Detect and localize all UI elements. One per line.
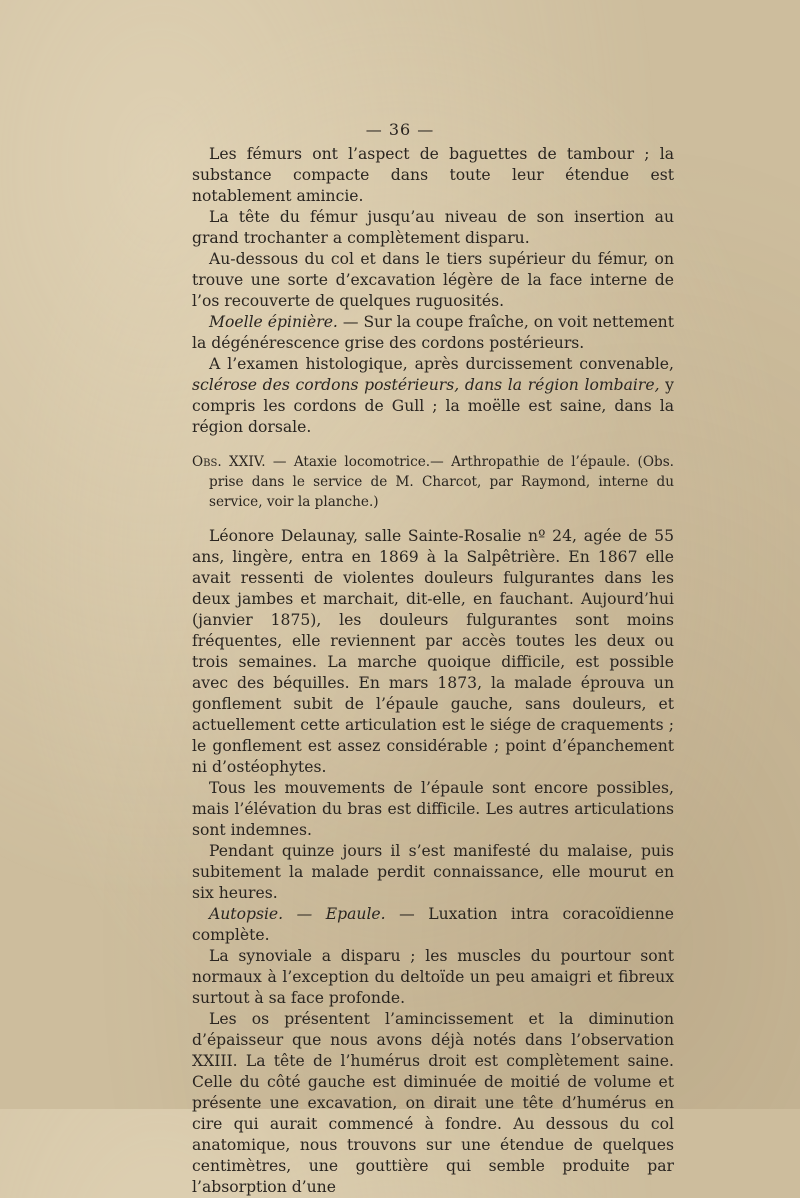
observation-text: — Ataxie locomotrice.— Arthropathie de l’épaule. (Obs. prise dans le service de M. Charcot, par Raymond, interne du service, voir la planche.) <box>209 454 674 510</box>
paragraph-text: — Luxation intra coracoïdienne complète. <box>192 905 674 944</box>
paragraph-text: Léonore Delaunay, salle Sainte-Rosalie nº 24, agée de 55 ans, lingère, entra en 1869 à la Salpêtrière. En 1867 elle avait ressenti de violentes douleurs fulgurantes dans les deux jambes et marchait, dit-elle, en fauchant. Aujourd’hui (janvier 1875), les douleurs fulgurantes sont moins fréquentes, elle reviennent par accès toutes les deux ou trois semaines. La marche quoique difficile, est possible avec des béquilles. En mars 1873, la malade éprouva un gonflement subit de l’épaule gauche, sans douleurs, et actuellement cette articulation est le siége de craquements ; le gonflement est assez considérable ; point d’épanchement ni d’ostéophytes. <box>192 527 674 776</box>
paragraph-text: Tous les mouvements de l’épaule sont encore possibles, mais l’élévation du bras est difficile. Les autres articulations sont indemnes. <box>192 779 674 839</box>
paragraph <box>192 778 674 841</box>
paragraph <box>192 1009 674 1198</box>
section-lead: Autopsie. — Epaule. <box>209 905 386 923</box>
paragraph <box>192 207 674 249</box>
paragraph <box>192 526 674 778</box>
paragraph-text: A l’examen histologique, après durcissement convenable, <box>209 355 674 373</box>
paragraph <box>192 354 674 438</box>
paragraph-text: La tête du fémur jusqu’au niveau de son insertion au grand trochanter a complètement disparu. <box>192 208 674 247</box>
body-text <box>192 144 674 1198</box>
section-lead: Moelle épinière. <box>209 313 338 331</box>
paragraph-text: Au-dessous du col et dans le tiers supérieur du fémur, on trouve une sorte d’excavation légère de la face interne de l’os recouverte de quelques ruguosités. <box>192 250 674 310</box>
paragraph-text: y compris les cordons de Gull ; la moëlle est saine, dans la région dorsale. <box>192 376 674 436</box>
paragraph-text: — Sur la coupe fraîche, on voit nettement la dégénérescence grise des cordons postérieurs. <box>192 313 674 352</box>
page-number: — 36 — <box>365 120 435 139</box>
paragraph-text: La synoviale a disparu ; les muscles du pourtour sont normaux à l’exception du deltoïde un peu amaigri et fibreux surtout à sa face profonde. <box>192 947 674 1007</box>
paragraph-text: Les os présentent l’amincissement et la diminution d’épaisseur que nous avons déjà notés dans l’observation XXIII. La tête de l’humérus droit est complètement saine. Celle du côté gauche est diminuée de moitié de volume et présente une excavation, on dirait une tête d’humérus en cire qui aurait commencé à fondre. Au dessous du col anatomique, nous trouvons sur une étendue de quelques centimètres, une gouttière qui semble produite par l’absorption d’une <box>192 1010 674 1196</box>
paragraph <box>192 904 674 946</box>
paragraph-text: Pendant quinze jours il s’est manifesté du malaise, puis subitement la malade perdit connaissance, elle mourut en six heures. <box>192 842 674 902</box>
paragraph-text: Les fémurs ont l’aspect de baguettes de tambour ; la substance compacte dans toute leur étendue est notablement amincie. <box>192 145 674 205</box>
paragraph <box>192 841 674 904</box>
observation-heading <box>192 452 674 512</box>
observation-label: Obs. XXIV. <box>192 454 266 470</box>
italic-phrase: sclérose des cordons postérieurs, dans la région lombaire, <box>192 376 660 394</box>
paragraph <box>192 946 674 1009</box>
paragraph <box>192 249 674 312</box>
paragraph <box>192 144 674 207</box>
paragraph <box>192 312 674 354</box>
